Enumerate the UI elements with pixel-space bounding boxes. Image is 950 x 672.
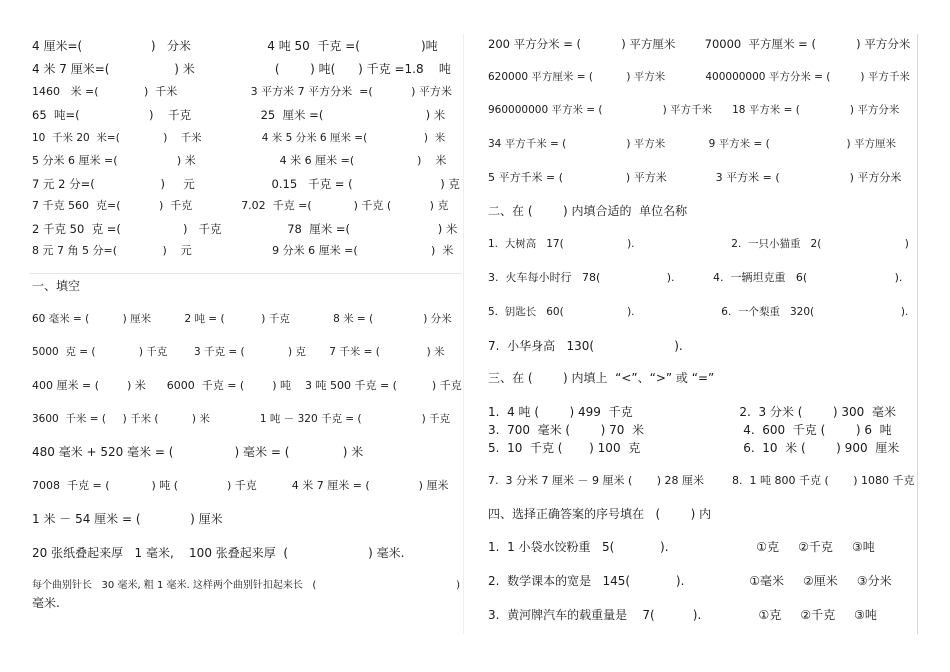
exercise-line: 1. 1 小袋水饺粉重 5( ). ①克 ②千克 ③吨 bbox=[488, 540, 875, 554]
exercise-line: 2. 数学课本的宽是 145( ). ①毫米 ②厘米 ③分米 bbox=[488, 574, 892, 588]
section-title: 四、选择正确答案的序号填在 ( ) 内 bbox=[488, 507, 712, 521]
area-conversion-line: 200 平方分米 = ( ) 平方厘米 70000 平方厘米 = ( ) 平方分米 bbox=[488, 37, 911, 51]
exercise-line: 3. 火车每小时行 78( ). 4. 一辆坦克重 6( ). bbox=[488, 271, 903, 284]
exercise-line: 400 厘米 = ( ) 米 6000 千克 = ( ) 吨 3 吨 500 千克 = ( ) 千克 bbox=[32, 379, 462, 392]
exercise-line: 7. 3 分米 7 厘米 － 9 厘米 ( ) 28 厘米 8. 1 吨 800 千克 ( ) 1080 千克 bbox=[488, 474, 915, 487]
conversion-line: 7 千克 560 克=( ) 千克 7.02 千克 =( ) 千克 ( ) 克 bbox=[32, 199, 449, 212]
exercise-line: 5. 钥匙长 60( ). 6. 一个梨重 320( ). bbox=[488, 306, 909, 318]
conversion-line: 1460 米 =( ) 千米 3 平方米 7 平方分米 =( ) 平方米 bbox=[32, 85, 452, 98]
area-conversion-line: 620000 平方厘米 = ( ) 平方米 400000000 平方分米 = ( ) 平方千米 bbox=[488, 71, 910, 83]
area-conversion-line: 34 平方千米 = ( ) 平方米 9 平方米 = ( ) 平方厘米 bbox=[488, 138, 896, 150]
conversion-line: 5 分米 6 厘米 =( ) 米 4 米 6 厘米 =( ) 米 bbox=[32, 154, 447, 167]
area-conversion-line: 960000000 平方米 = ( ) 平方千米 18 平方米 = ( ) 平方分米 bbox=[488, 104, 900, 116]
exercise-line: 5000 克 = ( ) 千克 3 千克 = ( ) 克 7 千米 = ( ) 米 bbox=[32, 346, 445, 358]
exercise-line: 20 张纸叠起来厚 1 毫米, 100 张叠起来厚 ( ) 毫米. bbox=[32, 546, 405, 560]
exercise-line: 毫米. bbox=[32, 596, 60, 610]
exercise-line: 480 毫米 + 520 毫米 = ( ) 毫米 = ( ) 米 bbox=[32, 445, 364, 459]
exercise-line: 1 米 － 54 厘米 = ( ) 厘米 bbox=[32, 512, 223, 526]
section-title: 一、填空 bbox=[32, 279, 81, 293]
exercise-line: 1. 大树高 17( ). 2. 一只小猫重 2( ) bbox=[488, 238, 909, 250]
exercise-line: 3600 千米 = ( ) 千米 ( ) 米 1 吨 － 320 千克 = ( ) 千克 bbox=[32, 413, 451, 425]
exercise-line: 7008 千克 = ( ) 吨 ( ) 千克 4 米 7 厘米 = ( ) 厘米 bbox=[32, 479, 449, 492]
conversion-line: 10 千米 20 米=( ) 千米 4 米 5 分米 6 厘米 =( ) 米 bbox=[32, 132, 446, 144]
column-separator bbox=[463, 34, 464, 634]
section-divider bbox=[30, 273, 462, 274]
exercise-line: 1. 4 吨 ( ) 499 千克 2. 3 分米 ( ) 300 毫米 bbox=[488, 405, 896, 419]
exercise-line: 3. 黄河牌汽车的载重量是 7( ). ①克 ②千克 ③吨 bbox=[488, 608, 877, 622]
section-title: 二、在 ( ) 内填合适的 单位名称 bbox=[488, 204, 688, 218]
conversion-line: 8 元 7 角 5 分=( ) 元 9 分米 6 厘米 =( ) 米 bbox=[32, 244, 454, 257]
exercise-line: 5. 10 千克 ( ) 100 克 6. 10 米 ( ) 900 厘米 bbox=[488, 441, 900, 455]
conversion-line: 2 千克 50 克 =( ) 千克 78 厘米 =( ) 米 bbox=[32, 222, 458, 236]
conversion-line: 4 米 7 厘米=( ) 米 ( ) 吨( ) 千克 =1.8 吨 bbox=[32, 62, 451, 76]
section-title: 三、在 ( ) 内填上 “<”、“>” 或 “=” bbox=[488, 371, 715, 385]
right-border-line bbox=[917, 34, 918, 634]
exercise-line: 3. 700 毫米 ( ) 70 米 4. 600 千克 ( ) 6 吨 bbox=[488, 423, 892, 437]
area-conversion-line: 5 平方千米 = ( ) 平方米 3 平方米 = ( ) 平方分米 bbox=[488, 171, 902, 184]
conversion-line: 7 元 2 分=( ) 元 0.15 千克 = ( ) 克 bbox=[32, 177, 460, 191]
exercise-line: 7. 小华身高 130( ). bbox=[488, 339, 683, 353]
exercise-line: 每个曲别针长 30 毫米, 粗 1 毫米. 这样两个曲别针扣起来长 ( ) bbox=[32, 580, 461, 591]
conversion-line: 65 吨=( ) 千克 25 厘米 =( ) 米 bbox=[32, 108, 446, 122]
exercise-line: 60 毫米 = ( ) 厘米 2 吨 = ( ) 千克 8 米 = ( ) 分米 bbox=[32, 313, 452, 325]
conversion-line: 4 厘米=( ) 分米 4 吨 50 千克 =( )吨 bbox=[32, 39, 438, 53]
